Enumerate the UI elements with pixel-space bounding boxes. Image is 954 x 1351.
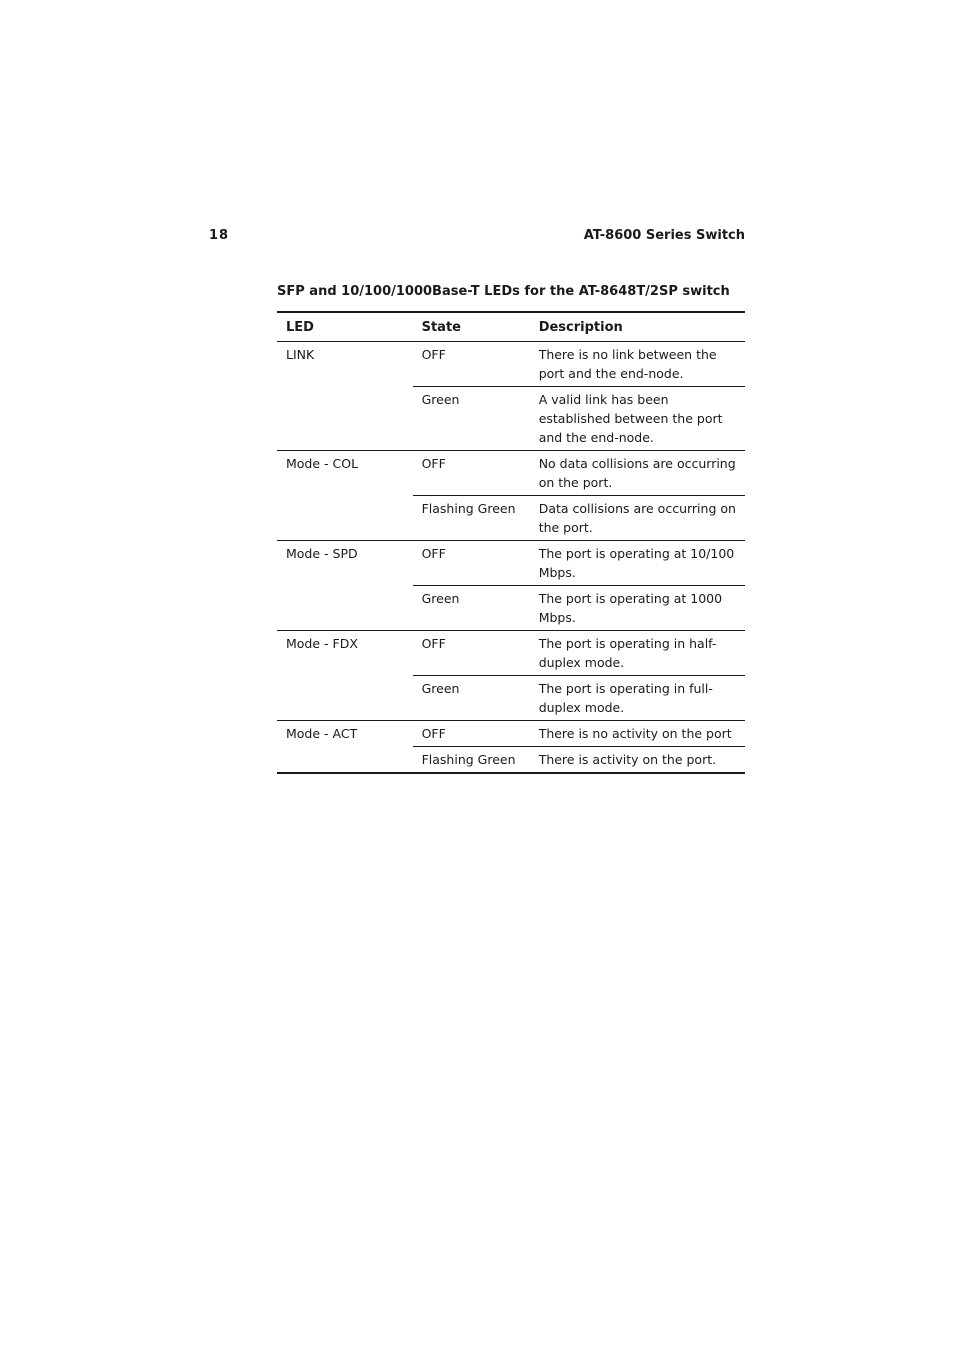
description-cell: The port is operating in full-duplex mode. (530, 676, 745, 721)
table-row (277, 342, 745, 387)
table-row (277, 721, 745, 747)
description-cell: Data collisions are occurring on the port. (530, 496, 745, 541)
description-cell: There is activity on the port. (530, 747, 745, 774)
led-cell: Mode - FDX (277, 631, 413, 721)
running-header-title: AT-8600 Series Switch (583, 228, 745, 243)
description-cell: The port is operating in half-duplex mode. (530, 631, 745, 676)
state-cell: Green (413, 387, 530, 451)
state-cell: Flashing Green (413, 747, 530, 774)
led-cell: Mode - ACT (277, 721, 413, 774)
description-cell: The port is operating at 10/100 Mbps. (530, 541, 745, 586)
description-cell: No data collisions are occurring on the port. (530, 451, 745, 496)
table-row (277, 631, 745, 676)
led-cell: Mode - COL (277, 451, 413, 541)
state-cell: OFF (421, 347, 446, 362)
description-cell: There is no link between the port and the end-node. (538, 347, 717, 381)
column-header-led: LED (277, 312, 413, 342)
state-cell: OFF (413, 541, 530, 586)
description-cell: The port is operating at 1000 Mbps. (530, 586, 745, 631)
table-caption: SFP and 10/100/1000Base-T LEDs for the AT-8648T/2SP switch (277, 284, 730, 299)
led-cell: Mode - SPD (277, 541, 413, 631)
state-cell: OFF (413, 451, 530, 496)
state-cell: OFF (413, 631, 530, 676)
table-row (277, 541, 745, 586)
column-header-description: Description (530, 312, 745, 342)
page-number: 18 (209, 228, 230, 243)
led-cell: LINK (286, 347, 315, 362)
description-cell: A valid link has been established between the port and the end-node. (530, 387, 745, 451)
led-table (277, 311, 745, 774)
state-cell: OFF (413, 721, 530, 747)
state-cell: Green (413, 586, 530, 631)
table-header-row (277, 312, 745, 342)
description-cell: There is no activity on the port (530, 721, 745, 747)
table-row (277, 451, 745, 496)
column-header-state: State (413, 312, 530, 342)
state-cell: Green (413, 676, 530, 721)
state-cell: Flashing Green (413, 496, 530, 541)
